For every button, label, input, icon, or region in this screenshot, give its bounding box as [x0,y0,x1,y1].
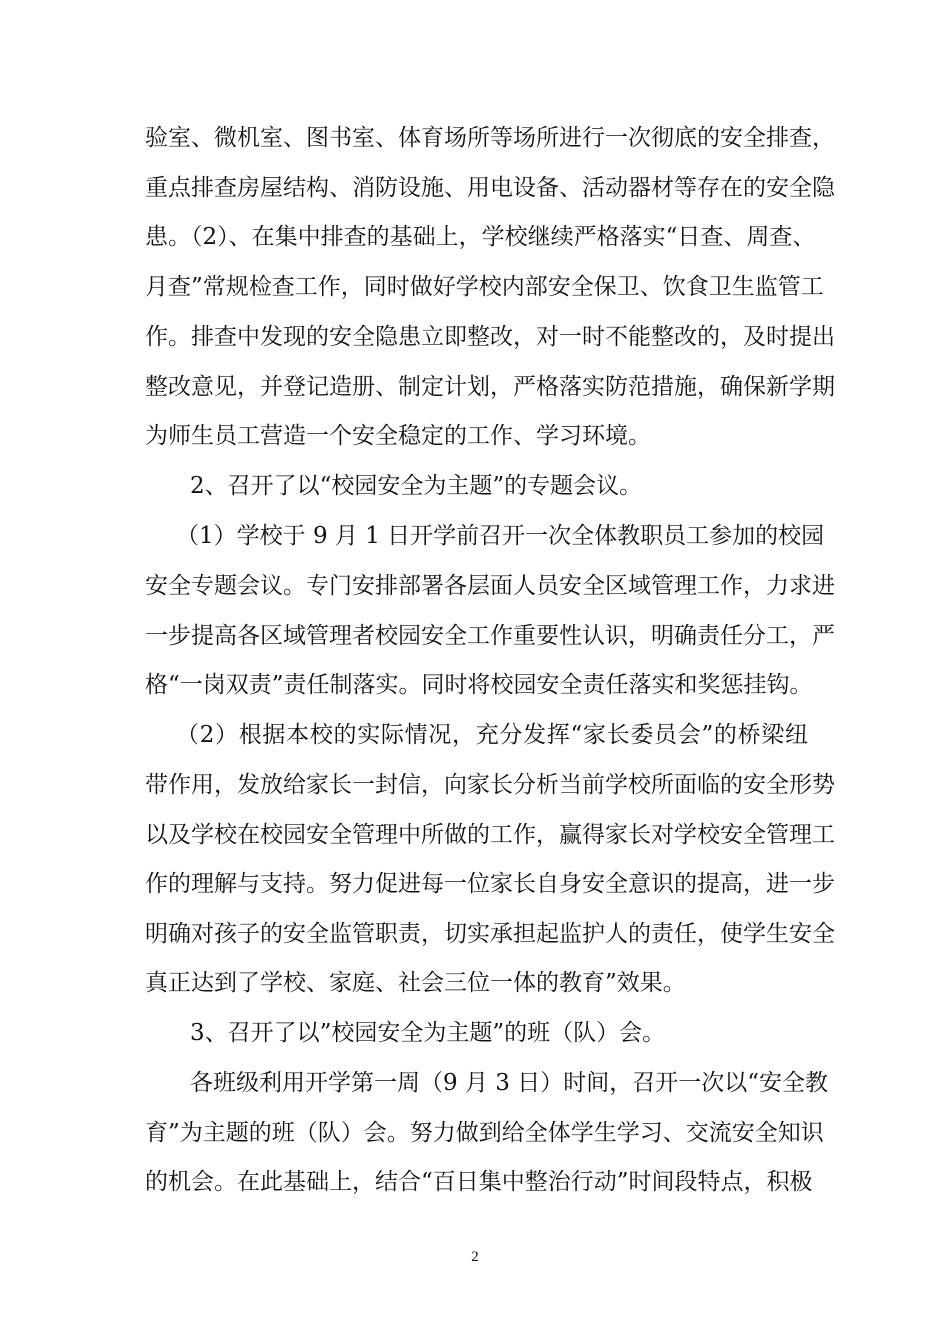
text-line: （1）学校于 9 月 1 日开学前召开一次全体教职员工参加的校园 [176,523,825,549]
text-line: 作的理解与支持。努力促进每一位家长自身安全意识的提高，进一步 [145,871,835,897]
text-line: 各班级利用开学第一周（9 月 3 日）时间，召开一次以“安全教 [190,1070,828,1096]
page-number: 2 [471,1249,479,1265]
text-line: 育”为主题的班（队）会。努力做到给全体学生学习、交流安全知识 [145,1120,824,1146]
text-line: 作。排查中发现的安全隐患立即整改，对一时不能整改的，及时提出 [145,324,835,350]
section-heading: 3、召开了以”校园安全为主题”的班（队）会。 [190,1020,666,1046]
text-line: 明确对孩子的安全监管职责，切实承担起监护人的责任，使学生安全 [145,921,835,947]
text-line: 带作用，发放给家长一封信，向家长分析当前学校所面临的安全形势 [145,772,835,798]
text-line: 真正达到了学校、家庭、社会三位一体的教育”效果。 [145,970,686,996]
section-heading: 2、召开了以“校园安全为主题”的专题会议。 [190,473,643,499]
text-line: 格“一岗双责”责任制落实。同时将校园安全责任落实和奖惩挂钩。 [145,672,813,698]
text-line: 重点排查房屋结构、消防设施、用电设备、活动器材等存在的安全隐 [145,175,835,201]
text-line: 验室、微机室、图书室、体育场所等场所进行一次彻底的安全排查， [145,125,835,151]
text-line: 的机会。在此基础上，结合“百日集中整治行动”时间段特点，积极 [145,1169,813,1195]
text-line: 患。（2）、在集中排查的基础上，学校继续严格落实“日查、周查、 [145,224,816,250]
text-line: 为师生员工营造一个安全稳定的工作、学习环境。 [145,423,651,449]
text-line: 一步提高各区域管理者校园安全工作重要性认识，明确责任分工，严 [145,623,835,649]
text-line: 整改意见，并登记造册、制定计划，严格落实防范措施，确保新学期 [145,374,835,400]
text-line: 以及学校在校园安全管理中所做的工作，赢得家长对学校安全管理工 [145,822,835,848]
text-line: 安全专题会议。专门安排部署各层面人员安全区域管理工作，力求进 [145,573,835,599]
text-line: 月查”常规检查工作，同时做好学校内部安全保卫、饮食卫生监管工 [145,274,824,300]
text-line: （2）根据本校的实际情况，充分发挥“家长委员会”的桥梁纽 [176,722,808,748]
